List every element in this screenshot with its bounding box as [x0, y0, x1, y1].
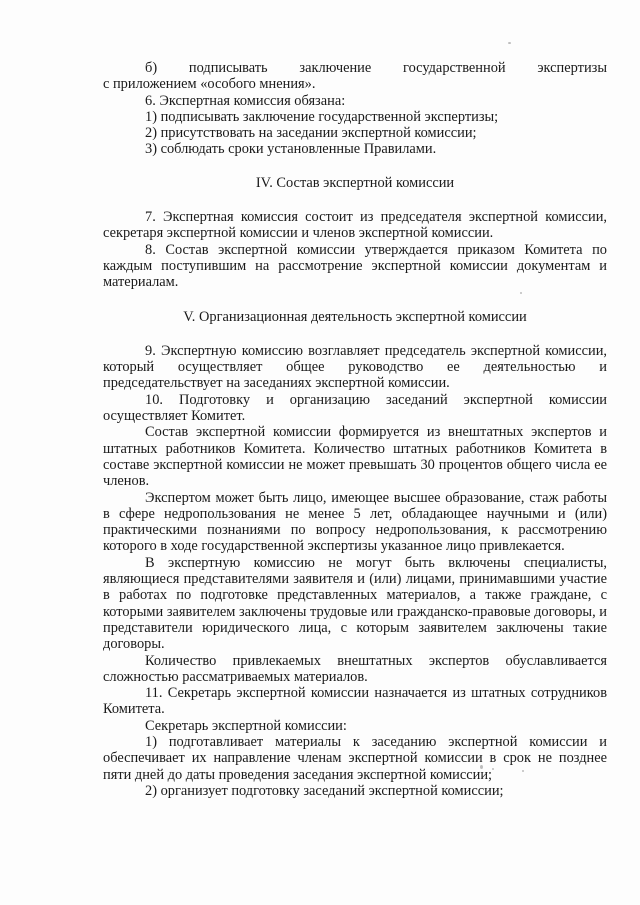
paragraph-10: 10. Подготовку и организацию заседаний экспертной комиссии осуществляет Комитет.: [103, 391, 607, 425]
list-item: 1) подписывать заключение государственной экспертизы;: [145, 108, 499, 125]
document-body: [103, 60, 607, 799]
scan-speck: [508, 42, 511, 44]
paragraph: Количество привлекаемых внештатных экспертов обуславливается сложностью рассматриваемых материалов.: [103, 652, 607, 685]
paragraph: Состав экспертной комиссии формируется из внештатных экспертов и штатных работников Комитета. Количество штатных работников Комитета в составе экспертной комиссии не может превышать 30 процентов общего числа ее членов.: [103, 424, 607, 490]
word: экспертизы: [537, 60, 607, 76]
paragraph: Секретарь экспертной комиссии:: [145, 717, 347, 734]
list-item: 2) организует подготовку заседаний экспертной комиссии;: [145, 782, 504, 799]
paragraph-7: 7. Экспертная комиссия состоит из председателя экспертной комиссии, секретаря экспертной комиссии и членов экспертной комиссии.: [103, 209, 607, 242]
list-item: 2) присутствовать на заседании экспертной комиссии;: [145, 125, 477, 142]
paragraph-b-line: [103, 60, 607, 76]
list-item: 1) подготавливает материалы к заседанию экспертной комиссии и обеспечивает их направление членам экспертной комиссии в срок не позднее пяти дней до даты проведения заседания экспертной комиссии;: [103, 733, 607, 783]
word: подписывать: [188, 60, 268, 76]
section-heading: V. Организационная деятельность экспертной комиссии: [183, 308, 527, 325]
paragraph-6: 6. Экспертная комиссия обязана:: [145, 92, 346, 109]
paragraph-11: 11. Секретарь экспертной комиссии назначается из штатных сотрудников Комитета.: [103, 685, 607, 718]
paragraph: Экспертом может быть лицо, имеющее высшее образование, стаж работы в сфере недропользования не менее 5 лет, обладающее научными и (или) практическими познаниями по вопросу недропользования, к рассмотрению которого в ходе государственной экспертизы указанное лицо привлекается.: [103, 489, 607, 555]
paragraph-9: 9. Экспертную комиссию возглавляет председатель экспертной комиссии, который осуществляет общее руководство ее деятельностью и председательствует на заседаниях экспертной комиссии.: [103, 342, 607, 392]
paragraph-8: 8. Состав экспертной комиссии утверждается приказом Комитета по каждым поступившим на рассмотрение экспертной комиссии документам и материалам.: [103, 241, 607, 291]
word: б): [145, 60, 158, 76]
paragraph-b-continuation: с приложением «особого мнения».: [103, 76, 316, 93]
list-item: 3) соблюдать сроки установленные Правилами.: [145, 141, 437, 158]
section-heading: IV. Состав экспертной комиссии: [255, 174, 455, 191]
word: государственной: [403, 60, 506, 76]
word: заключение: [299, 60, 372, 76]
paragraph: В экспертную комиссию не могут быть включены специалисты, являющиеся представителями заявителя и (или) лицами, принимавшими участие в работах по подготовке представленных материалов, а также граждане, с которыми заявителем заключены трудовые или гражданско-правовые договоры, и представители юридического лица, с которым заявителем заключены такие договоры.: [103, 554, 607, 653]
